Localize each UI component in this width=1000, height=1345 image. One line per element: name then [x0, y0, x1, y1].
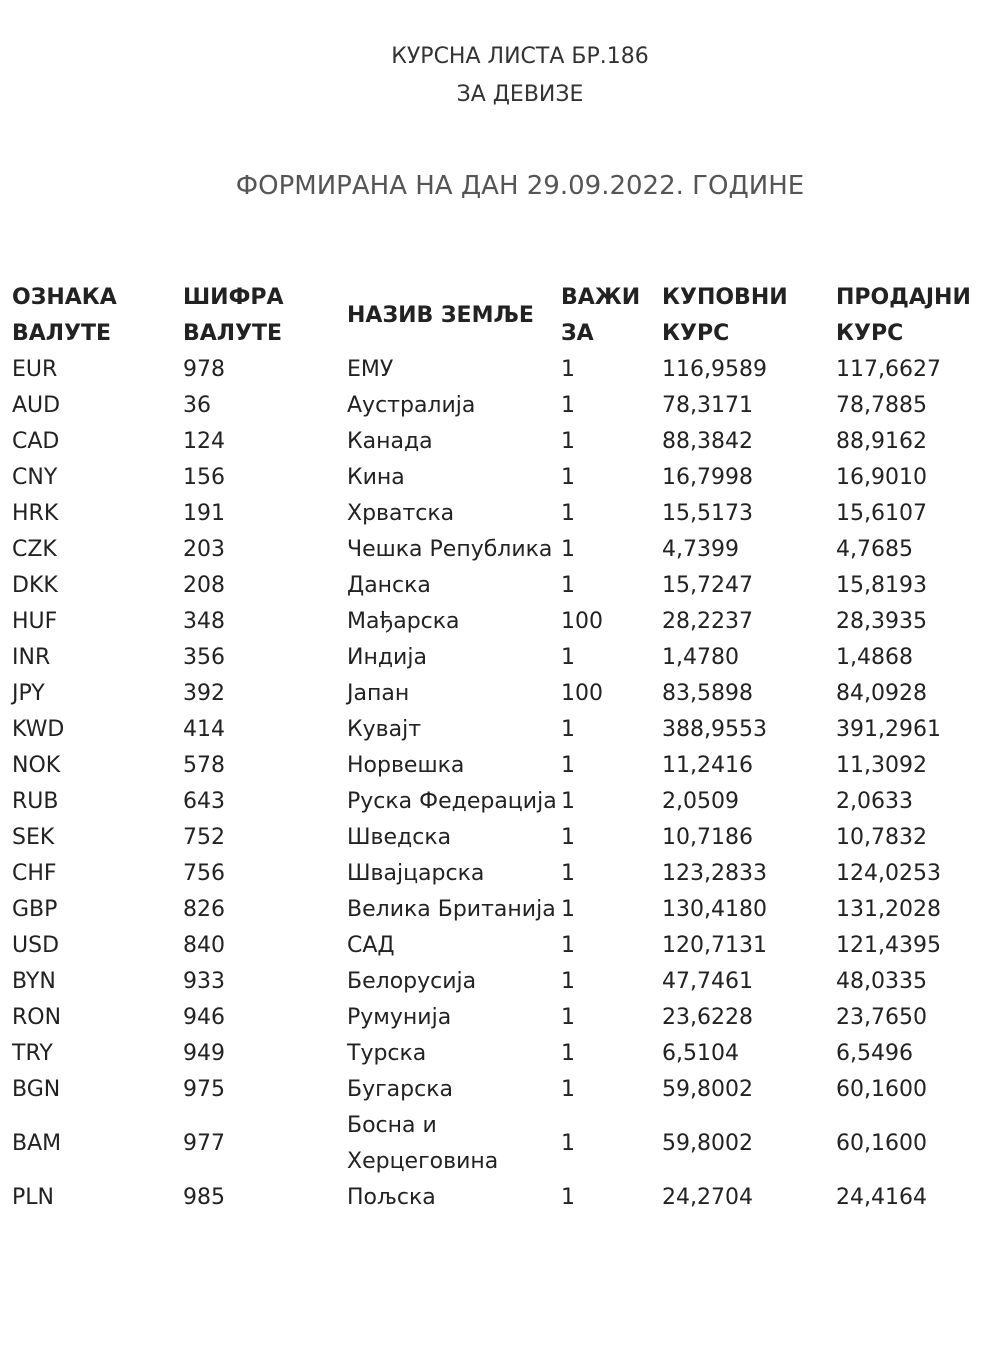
country-name-cell: Бугарска [347, 1077, 453, 1102]
table-row [12, 1036, 997, 1072]
buy-rate-cell: 16,7998 [662, 465, 753, 490]
country-name-cell: Хрватска [347, 501, 455, 526]
currency-code-cell: EUR [12, 357, 58, 382]
currency-code-cell: DKK [12, 573, 58, 598]
sell-rate-cell: 117,6627 [836, 357, 941, 382]
buy-rate-cell: 1,4780 [662, 645, 739, 670]
exchange-rate-table [12, 280, 997, 1216]
unit-cell: 100 [561, 681, 603, 706]
header-buy-rate: КУПОВНИ КУРС [662, 285, 788, 346]
currency-code-cell: TRY [12, 1041, 53, 1066]
unit-cell: 1 [561, 933, 575, 958]
currency-code-cell: KWD [12, 717, 65, 742]
header-unit: ВАЖИ ЗА [561, 285, 641, 346]
buy-rate-cell: 23,6228 [662, 1005, 753, 1030]
table-row [12, 496, 997, 532]
unit-cell: 1 [561, 789, 575, 814]
country-name-cell: Данска [347, 573, 431, 598]
unit-cell: 1 [561, 861, 575, 886]
currency-number-cell: 208 [183, 573, 225, 598]
sell-rate-cell: 60,1600 [836, 1131, 927, 1156]
sell-rate-cell: 16,9010 [836, 465, 927, 490]
sell-rate-cell: 124,0253 [836, 861, 941, 886]
unit-cell: 1 [561, 501, 575, 526]
buy-rate-cell: 15,7247 [662, 573, 753, 598]
country-name-cell: САД [347, 933, 395, 958]
buy-rate-cell: 388,9553 [662, 717, 767, 742]
buy-rate-cell: 47,7461 [662, 969, 753, 994]
unit-cell: 1 [561, 1185, 575, 1210]
buy-rate-cell: 120,7131 [662, 933, 767, 958]
currency-code-cell: AUD [12, 393, 61, 418]
buy-rate-cell: 83,5898 [662, 681, 753, 706]
country-name-cell: Шведска [347, 825, 452, 850]
table-row [12, 820, 997, 856]
country-name-cell: Швајцарска [347, 861, 485, 886]
buy-rate-cell: 130,4180 [662, 897, 767, 922]
country-name-cell: Индија [347, 645, 427, 670]
unit-cell: 1 [561, 357, 575, 382]
sell-rate-cell: 1,4868 [836, 645, 913, 670]
country-name-cell: Турска [347, 1041, 427, 1066]
currency-code-cell: NOK [12, 753, 61, 778]
currency-number-cell: 826 [183, 897, 225, 922]
currency-code-cell: CHF [12, 861, 57, 886]
currency-number-cell: 949 [183, 1041, 225, 1066]
currency-code-cell: CZK [12, 537, 57, 562]
sell-rate-cell: 10,7832 [836, 825, 927, 850]
currency-number-cell: 356 [183, 645, 225, 670]
currency-code-cell: INR [12, 645, 51, 670]
unit-cell: 1 [561, 717, 575, 742]
currency-number-cell: 933 [183, 969, 225, 994]
buy-rate-cell: 59,8002 [662, 1131, 753, 1156]
table-row [12, 964, 997, 1000]
sell-rate-cell: 48,0335 [836, 969, 927, 994]
table-row [12, 784, 997, 820]
unit-cell: 1 [561, 1041, 575, 1066]
sell-rate-cell: 28,3935 [836, 609, 927, 634]
formed-date: ФОРМИРАНА НА ДАН 29.09.2022. ГОДИНЕ [235, 171, 805, 201]
buy-rate-cell: 6,5104 [662, 1041, 739, 1066]
currency-code-cell: PLN [12, 1185, 54, 1210]
currency-number-cell: 36 [183, 393, 211, 418]
currency-code-cell: HRK [12, 501, 59, 526]
currency-number-cell: 840 [183, 933, 225, 958]
sell-rate-cell: 84,0928 [836, 681, 927, 706]
currency-code-cell: BAM [12, 1131, 62, 1156]
table-row [12, 532, 997, 568]
sell-rate-cell: 391,2961 [836, 717, 941, 742]
sell-rate-cell: 15,8193 [836, 573, 927, 598]
country-name-cell: ЕМУ [347, 357, 394, 382]
unit-cell: 1 [561, 897, 575, 922]
table-row [12, 424, 997, 460]
unit-cell: 1 [561, 393, 575, 418]
sell-rate-cell: 78,7885 [836, 393, 927, 418]
sell-rate-cell: 4,7685 [836, 537, 913, 562]
table-body [12, 352, 997, 1216]
unit-cell: 1 [561, 429, 575, 454]
sell-rate-cell: 15,6107 [836, 501, 927, 526]
currency-number-cell: 191 [183, 501, 225, 526]
country-name-cell: Норвешка [347, 753, 465, 778]
unit-cell: 1 [561, 1077, 575, 1102]
list-subtitle: ЗА ДЕВИЗЕ [456, 82, 584, 107]
header-sell-rate: ПРОДАЈНИ КУРС [836, 285, 971, 346]
buy-rate-cell: 15,5173 [662, 501, 753, 526]
currency-code-cell: CAD [12, 429, 60, 454]
table-row [12, 748, 997, 784]
currency-number-cell: 156 [183, 465, 225, 490]
buy-rate-cell: 4,7399 [662, 537, 739, 562]
country-name-cell: Босна и Херцеговина [347, 1113, 499, 1174]
buy-rate-cell: 123,2833 [662, 861, 767, 886]
country-name-cell: Јапан [347, 681, 410, 706]
unit-cell: 1 [561, 969, 575, 994]
title-block [0, 38, 1000, 114]
sell-rate-cell: 60,1600 [836, 1077, 927, 1102]
sell-rate-cell: 2,0633 [836, 789, 913, 814]
table-row [12, 712, 997, 748]
currency-number-cell: 946 [183, 1005, 225, 1030]
unit-cell: 1 [561, 825, 575, 850]
currency-code-cell: RUB [12, 789, 59, 814]
buy-rate-cell: 10,7186 [662, 825, 753, 850]
table-row [12, 460, 997, 496]
table-row [12, 640, 997, 676]
currency-code-cell: USD [12, 933, 60, 958]
header-currency-code: ОЗНАКА ВАЛУТЕ [12, 285, 117, 346]
sell-rate-cell: 6,5496 [836, 1041, 913, 1066]
buy-rate-cell: 11,2416 [662, 753, 753, 778]
list-title: КУРСНА ЛИСТА БР.186 [391, 44, 649, 69]
currency-code-cell: CNY [12, 465, 58, 490]
currency-code-cell: JPY [12, 681, 45, 706]
country-name-cell: Руска Федерација [347, 789, 557, 814]
unit-cell: 1 [561, 465, 575, 490]
currency-number-cell: 414 [183, 717, 225, 742]
currency-code-cell: RON [12, 1005, 62, 1030]
sell-rate-cell: 88,9162 [836, 429, 927, 454]
currency-number-cell: 643 [183, 789, 225, 814]
currency-number-cell: 348 [183, 609, 225, 634]
country-name-cell: Белорусија [347, 969, 477, 994]
table-row [12, 568, 997, 604]
table-row [12, 856, 997, 892]
table-row [12, 928, 997, 964]
unit-cell: 1 [561, 537, 575, 562]
buy-rate-cell: 116,9589 [662, 357, 767, 382]
header-country-name: НАЗИВ ЗЕМЉЕ [347, 303, 534, 328]
buy-rate-cell: 78,3171 [662, 393, 753, 418]
currency-number-cell: 203 [183, 537, 225, 562]
sell-rate-cell: 24,4164 [836, 1185, 927, 1210]
currency-code-cell: GBP [12, 897, 58, 922]
table-header-row [12, 280, 997, 352]
table-row [12, 388, 997, 424]
header-currency-number: ШИФРА ВАЛУТЕ [183, 285, 284, 346]
country-name-cell: Кина [347, 465, 405, 490]
country-name-cell: Велика Британија [347, 897, 556, 922]
currency-number-cell: 977 [183, 1131, 225, 1156]
currency-number-cell: 756 [183, 861, 225, 886]
table-row [12, 676, 997, 712]
table-row [12, 1072, 997, 1108]
unit-cell: 1 [561, 573, 575, 598]
currency-code-cell: BGN [12, 1077, 61, 1102]
country-name-cell: Чешка Република [347, 537, 553, 562]
unit-cell: 100 [561, 609, 603, 634]
sell-rate-cell: 131,2028 [836, 897, 941, 922]
country-name-cell: Румунија [347, 1005, 452, 1030]
unit-cell: 1 [561, 753, 575, 778]
buy-rate-cell: 28,2237 [662, 609, 753, 634]
currency-code-cell: HUF [12, 609, 58, 634]
buy-rate-cell: 24,2704 [662, 1185, 753, 1210]
currency-code-cell: SEK [12, 825, 55, 850]
country-name-cell: Пољска [347, 1185, 436, 1210]
buy-rate-cell: 2,0509 [662, 789, 739, 814]
country-name-cell: Мађарска [347, 609, 460, 634]
unit-cell: 1 [561, 1005, 575, 1030]
currency-number-cell: 752 [183, 825, 225, 850]
unit-cell: 1 [561, 645, 575, 670]
unit-cell: 1 [561, 1131, 575, 1156]
country-name-cell: Канада [347, 429, 433, 454]
currency-code-cell: BYN [12, 969, 56, 994]
table-row [12, 892, 997, 928]
sell-rate-cell: 23,7650 [836, 1005, 927, 1030]
table-row [12, 1180, 997, 1216]
sell-rate-cell: 11,3092 [836, 753, 927, 778]
table-row [12, 1000, 997, 1036]
country-name-cell: Кувајт [347, 717, 422, 742]
table-row [12, 604, 997, 640]
currency-number-cell: 978 [183, 357, 225, 382]
currency-number-cell: 985 [183, 1185, 225, 1210]
table-row [12, 1108, 997, 1180]
buy-rate-cell: 88,3842 [662, 429, 753, 454]
sell-rate-cell: 121,4395 [836, 933, 941, 958]
currency-number-cell: 975 [183, 1077, 225, 1102]
country-name-cell: Аустралија [347, 393, 476, 418]
currency-number-cell: 124 [183, 429, 225, 454]
currency-number-cell: 392 [183, 681, 225, 706]
buy-rate-cell: 59,8002 [662, 1077, 753, 1102]
table-row [12, 352, 997, 388]
currency-number-cell: 578 [183, 753, 225, 778]
